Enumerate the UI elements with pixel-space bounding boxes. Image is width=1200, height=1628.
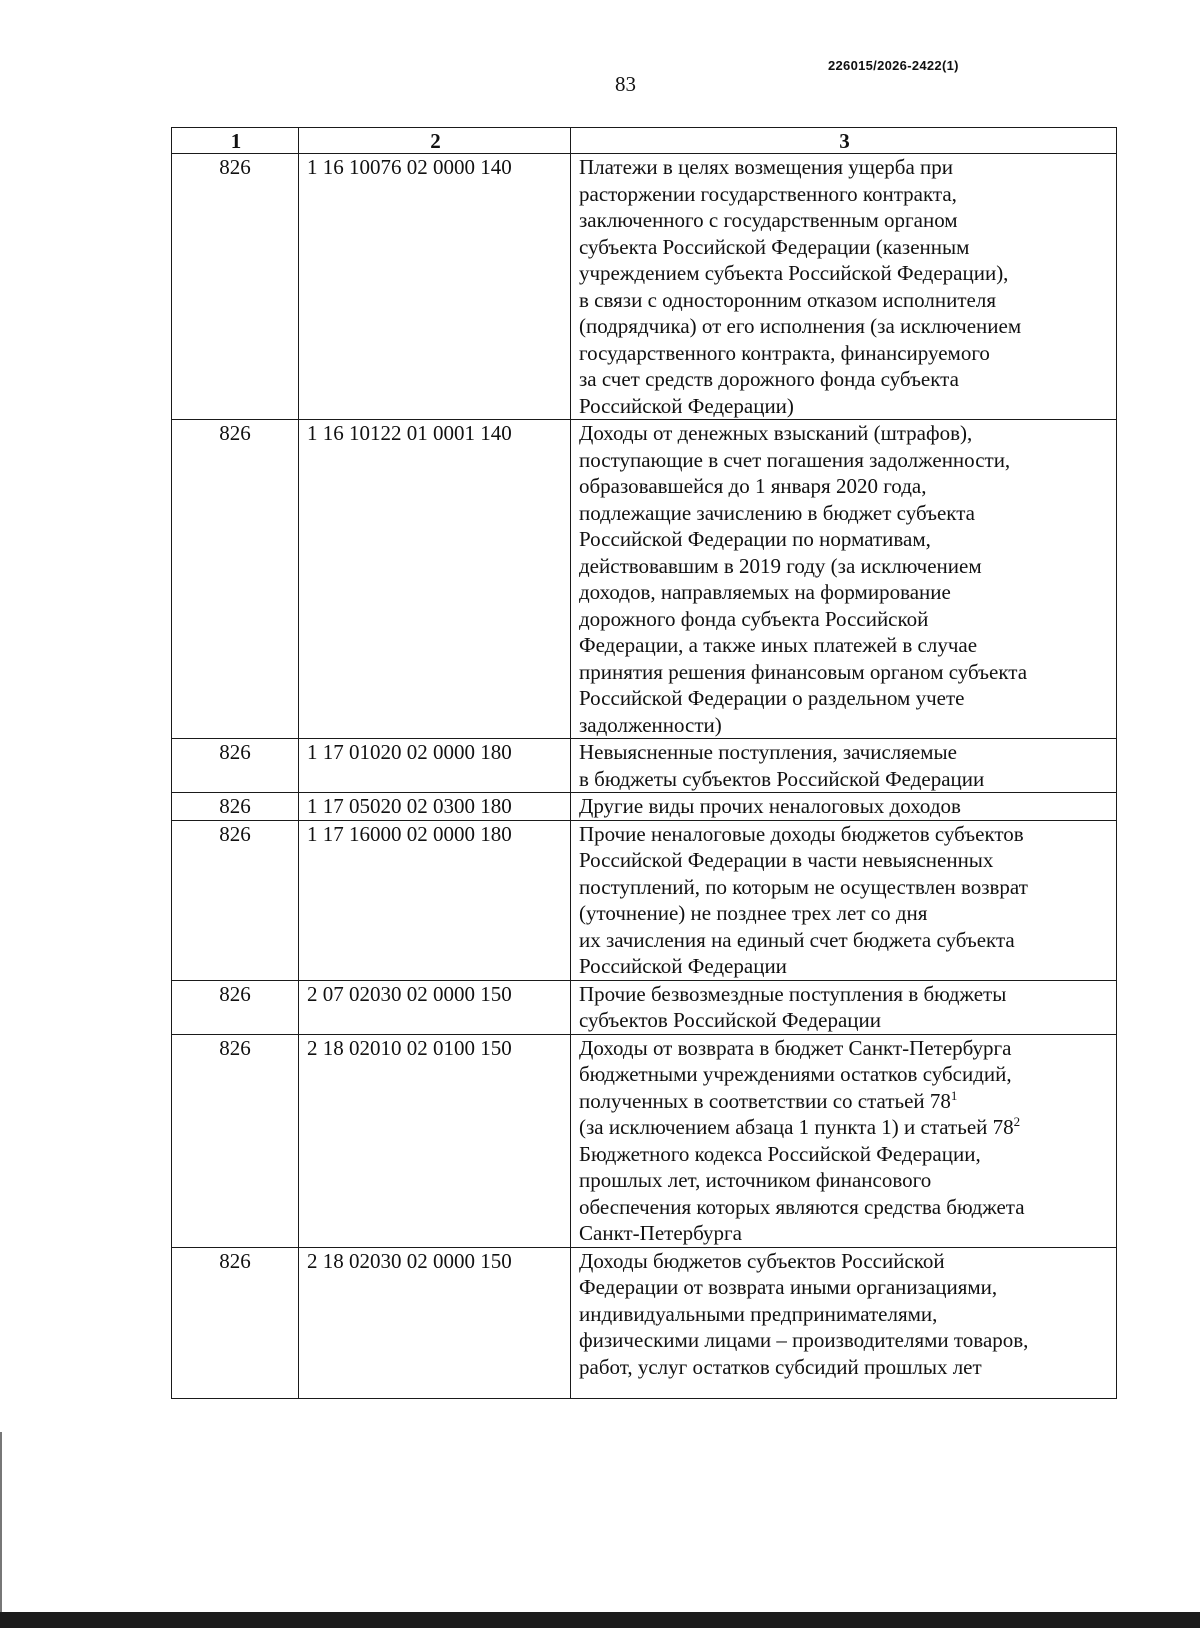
admin-code-cell: 826 (172, 1034, 299, 1247)
table-row (172, 1247, 1117, 1398)
admin-code-cell: 826 (172, 1247, 299, 1398)
description-line: государственного контракта, финансируемого (579, 340, 990, 365)
budget-classification-table (171, 127, 1117, 1399)
description-line: Федерации от возврата иными организациями, (579, 1275, 998, 1299)
admin-code-cell: 826 (172, 980, 299, 1034)
description-line-text: полученных в соответствии со статьей 78 (579, 1088, 951, 1113)
description-line: в связи с односторонним отказом исполнителя (579, 287, 996, 312)
description-cell (571, 420, 1117, 739)
description-line (579, 1114, 1112, 1141)
description-cell (571, 1034, 1117, 1247)
description-cell (571, 980, 1117, 1034)
description-line: Доходы бюджетов субъектов Российской (579, 1248, 945, 1273)
description-line: Федерации, а также иных платежей в случае (579, 633, 978, 657)
description-line (579, 1088, 1112, 1115)
description-cell (571, 820, 1117, 980)
table-row (172, 154, 1117, 420)
description-line: прошлых лет, источником финансового (579, 1168, 932, 1192)
description-cell (571, 1247, 1117, 1398)
scan-edge-mark (0, 1432, 2, 1612)
description-line: принятия решения финансовым органом субъекта (579, 659, 1028, 684)
description-line: Российской Федерации о раздельном учете (579, 686, 965, 710)
table-row (172, 420, 1117, 739)
page-number: 83 (615, 72, 636, 96)
description-line: Российской Федерации (579, 954, 787, 978)
table-header-row (172, 128, 1117, 154)
description-line: поступающие в счет погашения задолженности, (579, 447, 1011, 472)
description-line: в бюджеты субъектов Российской Федерации (579, 766, 985, 791)
budget-code-cell: 1 16 10076 02 0000 140 (299, 154, 571, 420)
description-cell (571, 793, 1117, 821)
description-line: Прочие неналоговые доходы бюджетов субъектов (579, 821, 1024, 846)
description-line: субъектов Российской Федерации (579, 1008, 882, 1032)
description-line: Доходы от возврата в бюджет Санкт-Петербурга (579, 1035, 1012, 1060)
description-line: бюджетными учреждениями остатков субсидий, (579, 1062, 1012, 1086)
description-line: Невыясненные поступления, зачисляемые (579, 740, 957, 764)
description-line: обеспечения которых являются средства бюджета (579, 1194, 1025, 1219)
description-line: индивидуальными предпринимателями, (579, 1301, 938, 1326)
budget-code-cell: 1 16 10122 01 0001 140 (299, 420, 571, 739)
description-line: физическими лицами – производителями товаров, (579, 1328, 1029, 1352)
description-line: поступлений, по которым не осуществлен возврат (579, 874, 1028, 899)
article-superscript: 1 (950, 1087, 958, 1103)
description-line: Бюджетного кодекса Российской Федерации, (579, 1141, 981, 1166)
description-line: расторжении государственного контракта, (579, 181, 957, 206)
admin-code-cell: 826 (172, 154, 299, 420)
description-line: Платежи в целях возмещения ущерба при (579, 155, 954, 179)
budget-code-cell: 2 18 02010 02 0100 150 (299, 1034, 571, 1247)
description-line-text: (за исключением абзаца 1 пункта 1) и статьей 78 (579, 1115, 1014, 1139)
column-header-2: 2 (299, 128, 571, 154)
document-id: 226015/2026-2422(1) (828, 58, 959, 73)
budget-code-cell: 2 18 02030 02 0000 150 (299, 1247, 571, 1398)
budget-code-cell: 1 17 01020 02 0000 180 (299, 739, 571, 793)
description-line: за счет средств дорожного фонда субъекта (579, 367, 959, 391)
description-cell (571, 739, 1117, 793)
budget-code-cell: 2 07 02030 02 0000 150 (299, 980, 571, 1034)
description-line: образовавшейся до 1 января 2020 года, (579, 474, 927, 498)
description-line: доходов, направляемых на формирование (579, 580, 951, 604)
description-line: Другие виды прочих неналоговых доходов (579, 794, 961, 818)
description-line: работ, услуг остатков субсидий прошлых лет (579, 1354, 982, 1379)
column-header-3: 3 (571, 128, 1117, 154)
description-cell (571, 154, 1117, 420)
description-line: Прочие безвозмездные поступления в бюджеты (579, 981, 1007, 1006)
budget-code-cell: 1 17 05020 02 0300 180 (299, 793, 571, 821)
budget-code-cell: 1 17 16000 02 0000 180 (299, 820, 571, 980)
description-line: учреждением субъекта Российской Федерации), (579, 261, 1009, 285)
table-row (172, 980, 1117, 1034)
table-row (172, 793, 1117, 821)
description-line: (уточнение) не позднее трех лет со дня (579, 901, 928, 925)
column-header-1: 1 (172, 128, 299, 154)
description-line: их зачисления на единый счет бюджета субъекта (579, 927, 1015, 952)
table-row (172, 820, 1117, 980)
description-line: Санкт-Петербурга (579, 1221, 742, 1245)
description-line: субъекта Российской Федерации (казенным (579, 234, 970, 259)
description-line: (подрядчика) от его исполнения (за исключением (579, 314, 1022, 338)
description-line: задолженности) (579, 712, 722, 737)
admin-code-cell: 826 (172, 820, 299, 980)
description-line: подлежащие зачислению в бюджет субъекта (579, 500, 975, 525)
description-line: дорожного фонда субъекта Российской (579, 606, 929, 631)
scan-bottom-border (0, 1612, 1200, 1628)
admin-code-cell: 826 (172, 739, 299, 793)
article-superscript: 2 (1013, 1114, 1021, 1129)
description-line: Российской Федерации по нормативам, (579, 527, 931, 551)
description-line: Российской Федерации в части невыясненных (579, 848, 994, 872)
description-line: заключенного с государственным органом (579, 208, 958, 232)
description-line: действовавшим в 2019 году (за исключением (579, 553, 982, 578)
table-row (172, 739, 1117, 793)
table-row (172, 1034, 1117, 1247)
description-line: Доходы от денежных взысканий (штрафов), (579, 421, 973, 445)
description-line: Российской Федерации) (579, 393, 794, 418)
admin-code-cell: 826 (172, 420, 299, 739)
admin-code-cell: 826 (172, 793, 299, 821)
